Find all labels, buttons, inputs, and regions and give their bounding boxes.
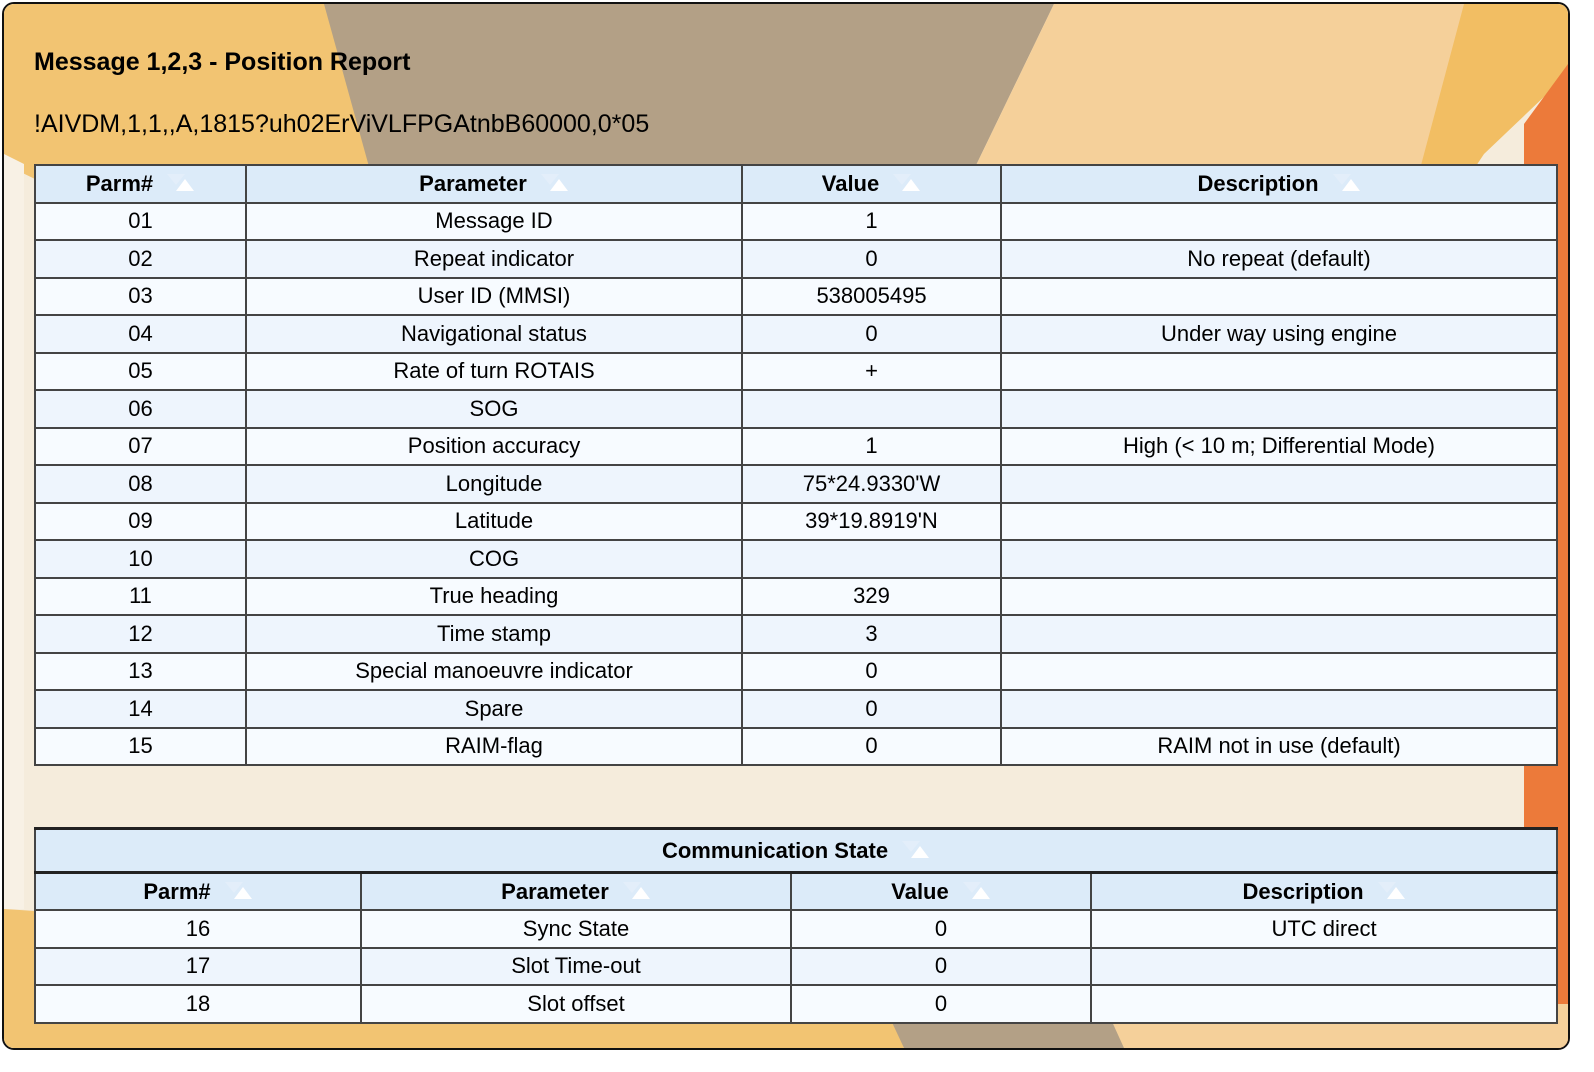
cell-parm: 14	[35, 690, 246, 728]
cell-value: +	[742, 353, 1001, 391]
cell-description	[1001, 353, 1557, 391]
page-title: Message 1,2,3 - Position Report	[34, 48, 411, 76]
nmea-sentence: !AIVDM,1,1,,A,1815?uh02ErViVLFPGAtnbB60000,0*05	[34, 110, 650, 138]
cell-description	[1091, 948, 1557, 986]
column-header-parameter[interactable]	[361, 873, 791, 911]
table-row	[35, 353, 1557, 391]
cell-value: 1	[742, 203, 1001, 241]
column-header-description[interactable]	[1091, 873, 1557, 911]
column-label: Parameter	[501, 878, 609, 904]
cell-description: RAIM not in use (default)	[1001, 728, 1557, 766]
cell-parameter: SOG	[246, 390, 742, 428]
cell-description	[1001, 578, 1557, 616]
cell-value: 0	[742, 690, 1001, 728]
column-label: Parm#	[143, 878, 211, 904]
cell-description	[1001, 278, 1557, 316]
column-header-parm[interactable]	[35, 873, 361, 911]
section-header-communication-state[interactable]	[35, 829, 1557, 873]
cell-parameter: User ID (MMSI)	[246, 278, 742, 316]
sort-toggle-icon[interactable]	[963, 882, 991, 900]
table-row	[35, 985, 1557, 1023]
cell-parameter: Navigational status	[246, 315, 742, 353]
cell-value: 0	[742, 728, 1001, 766]
cell-value: 329	[742, 578, 1001, 616]
sort-toggle-icon[interactable]	[893, 174, 921, 192]
table-row	[35, 240, 1557, 278]
table-row	[35, 315, 1557, 353]
cell-value: 39*19.8919'N	[742, 503, 1001, 541]
cell-parm: 02	[35, 240, 246, 278]
cell-parameter: True heading	[246, 578, 742, 616]
cell-value: 0	[791, 948, 1091, 986]
table-row	[35, 503, 1557, 541]
table-row	[35, 578, 1557, 616]
cell-parm: 17	[35, 948, 361, 986]
communication-state-table	[34, 827, 1558, 1024]
cell-parameter: RAIM-flag	[246, 728, 742, 766]
cell-value: 0	[742, 315, 1001, 353]
cell-parm: 11	[35, 578, 246, 616]
table-row	[35, 428, 1557, 466]
cell-description: UTC direct	[1091, 910, 1557, 948]
cell-parameter: Message ID	[246, 203, 742, 241]
communication-state-body	[35, 910, 1557, 1023]
cell-value: 1	[742, 428, 1001, 466]
sort-toggle-icon[interactable]	[623, 882, 651, 900]
section-title: Communication State	[661, 837, 889, 863]
report-panel	[2, 2, 1570, 1050]
table-row	[35, 203, 1557, 241]
cell-parm: 13	[35, 653, 246, 691]
column-label: Description	[1242, 878, 1364, 904]
sort-toggle-icon[interactable]	[902, 841, 930, 859]
column-label: Value	[891, 878, 949, 904]
column-label: Description	[1197, 170, 1319, 196]
cell-parm: 05	[35, 353, 246, 391]
position-report-body	[35, 203, 1557, 766]
cell-description: No repeat (default)	[1001, 240, 1557, 278]
column-label: Value	[821, 170, 880, 196]
cell-parameter: Sync State	[361, 910, 791, 948]
cell-parameter: Spare	[246, 690, 742, 728]
cell-description	[1001, 540, 1557, 578]
cell-value: 0	[742, 240, 1001, 278]
column-header-parm[interactable]	[35, 165, 246, 203]
table-row	[35, 690, 1557, 728]
cell-description	[1091, 985, 1557, 1023]
table-row	[35, 653, 1557, 691]
section-header-row	[35, 829, 1557, 873]
sort-toggle-icon[interactable]	[1378, 882, 1406, 900]
cell-parameter: Repeat indicator	[246, 240, 742, 278]
cell-parameter: Latitude	[246, 503, 742, 541]
position-report-table	[34, 164, 1558, 766]
cell-description	[1001, 390, 1557, 428]
sort-toggle-icon[interactable]	[167, 174, 195, 192]
cell-parameter: COG	[246, 540, 742, 578]
column-header-description[interactable]	[1001, 165, 1557, 203]
cell-description	[1001, 690, 1557, 728]
sort-toggle-icon[interactable]	[541, 174, 569, 192]
cell-value	[742, 540, 1001, 578]
table-row	[35, 615, 1557, 653]
table-header-row	[35, 165, 1557, 203]
cell-value: 3	[742, 615, 1001, 653]
cell-parm: 15	[35, 728, 246, 766]
cell-parm: 07	[35, 428, 246, 466]
sort-toggle-icon[interactable]	[225, 882, 253, 900]
cell-parm: 03	[35, 278, 246, 316]
cell-parm: 08	[35, 465, 246, 503]
table-row	[35, 390, 1557, 428]
cell-parameter: Slot Time-out	[361, 948, 791, 986]
column-label: Parameter	[419, 170, 527, 196]
cell-parameter: Slot offset	[361, 985, 791, 1023]
cell-parm: 06	[35, 390, 246, 428]
column-header-parameter[interactable]	[246, 165, 742, 203]
cell-description	[1001, 503, 1557, 541]
cell-description	[1001, 465, 1557, 503]
cell-parm: 12	[35, 615, 246, 653]
cell-parm: 09	[35, 503, 246, 541]
table-row	[35, 465, 1557, 503]
cell-description	[1001, 203, 1557, 241]
cell-value: 0	[791, 910, 1091, 948]
cell-value: 538005495	[742, 278, 1001, 316]
cell-description: Under way using engine	[1001, 315, 1557, 353]
cell-value: 0	[742, 653, 1001, 691]
cell-value	[742, 390, 1001, 428]
table-row	[35, 910, 1557, 948]
cell-parm: 04	[35, 315, 246, 353]
table-header-row	[35, 873, 1557, 911]
cell-parm: 18	[35, 985, 361, 1023]
cell-parameter: Special manoeuvre indicator	[246, 653, 742, 691]
cell-parm: 16	[35, 910, 361, 948]
table-row	[35, 728, 1557, 766]
cell-parm: 01	[35, 203, 246, 241]
column-header-value[interactable]	[791, 873, 1091, 911]
table-row	[35, 278, 1557, 316]
sort-toggle-icon[interactable]	[1333, 174, 1361, 192]
table-row	[35, 540, 1557, 578]
column-label: Parm#	[85, 170, 154, 196]
cell-parameter: Position accuracy	[246, 428, 742, 466]
cell-parm: 10	[35, 540, 246, 578]
cell-description	[1001, 653, 1557, 691]
cell-value: 75*24.9330'W	[742, 465, 1001, 503]
cell-value: 0	[791, 985, 1091, 1023]
table-row	[35, 948, 1557, 986]
cell-description	[1001, 615, 1557, 653]
column-header-value[interactable]	[742, 165, 1001, 203]
cell-parameter: Time stamp	[246, 615, 742, 653]
cell-parameter: Longitude	[246, 465, 742, 503]
cell-parameter: Rate of turn ROTAIS	[246, 353, 742, 391]
cell-description: High (< 10 m; Differential Mode)	[1001, 428, 1557, 466]
